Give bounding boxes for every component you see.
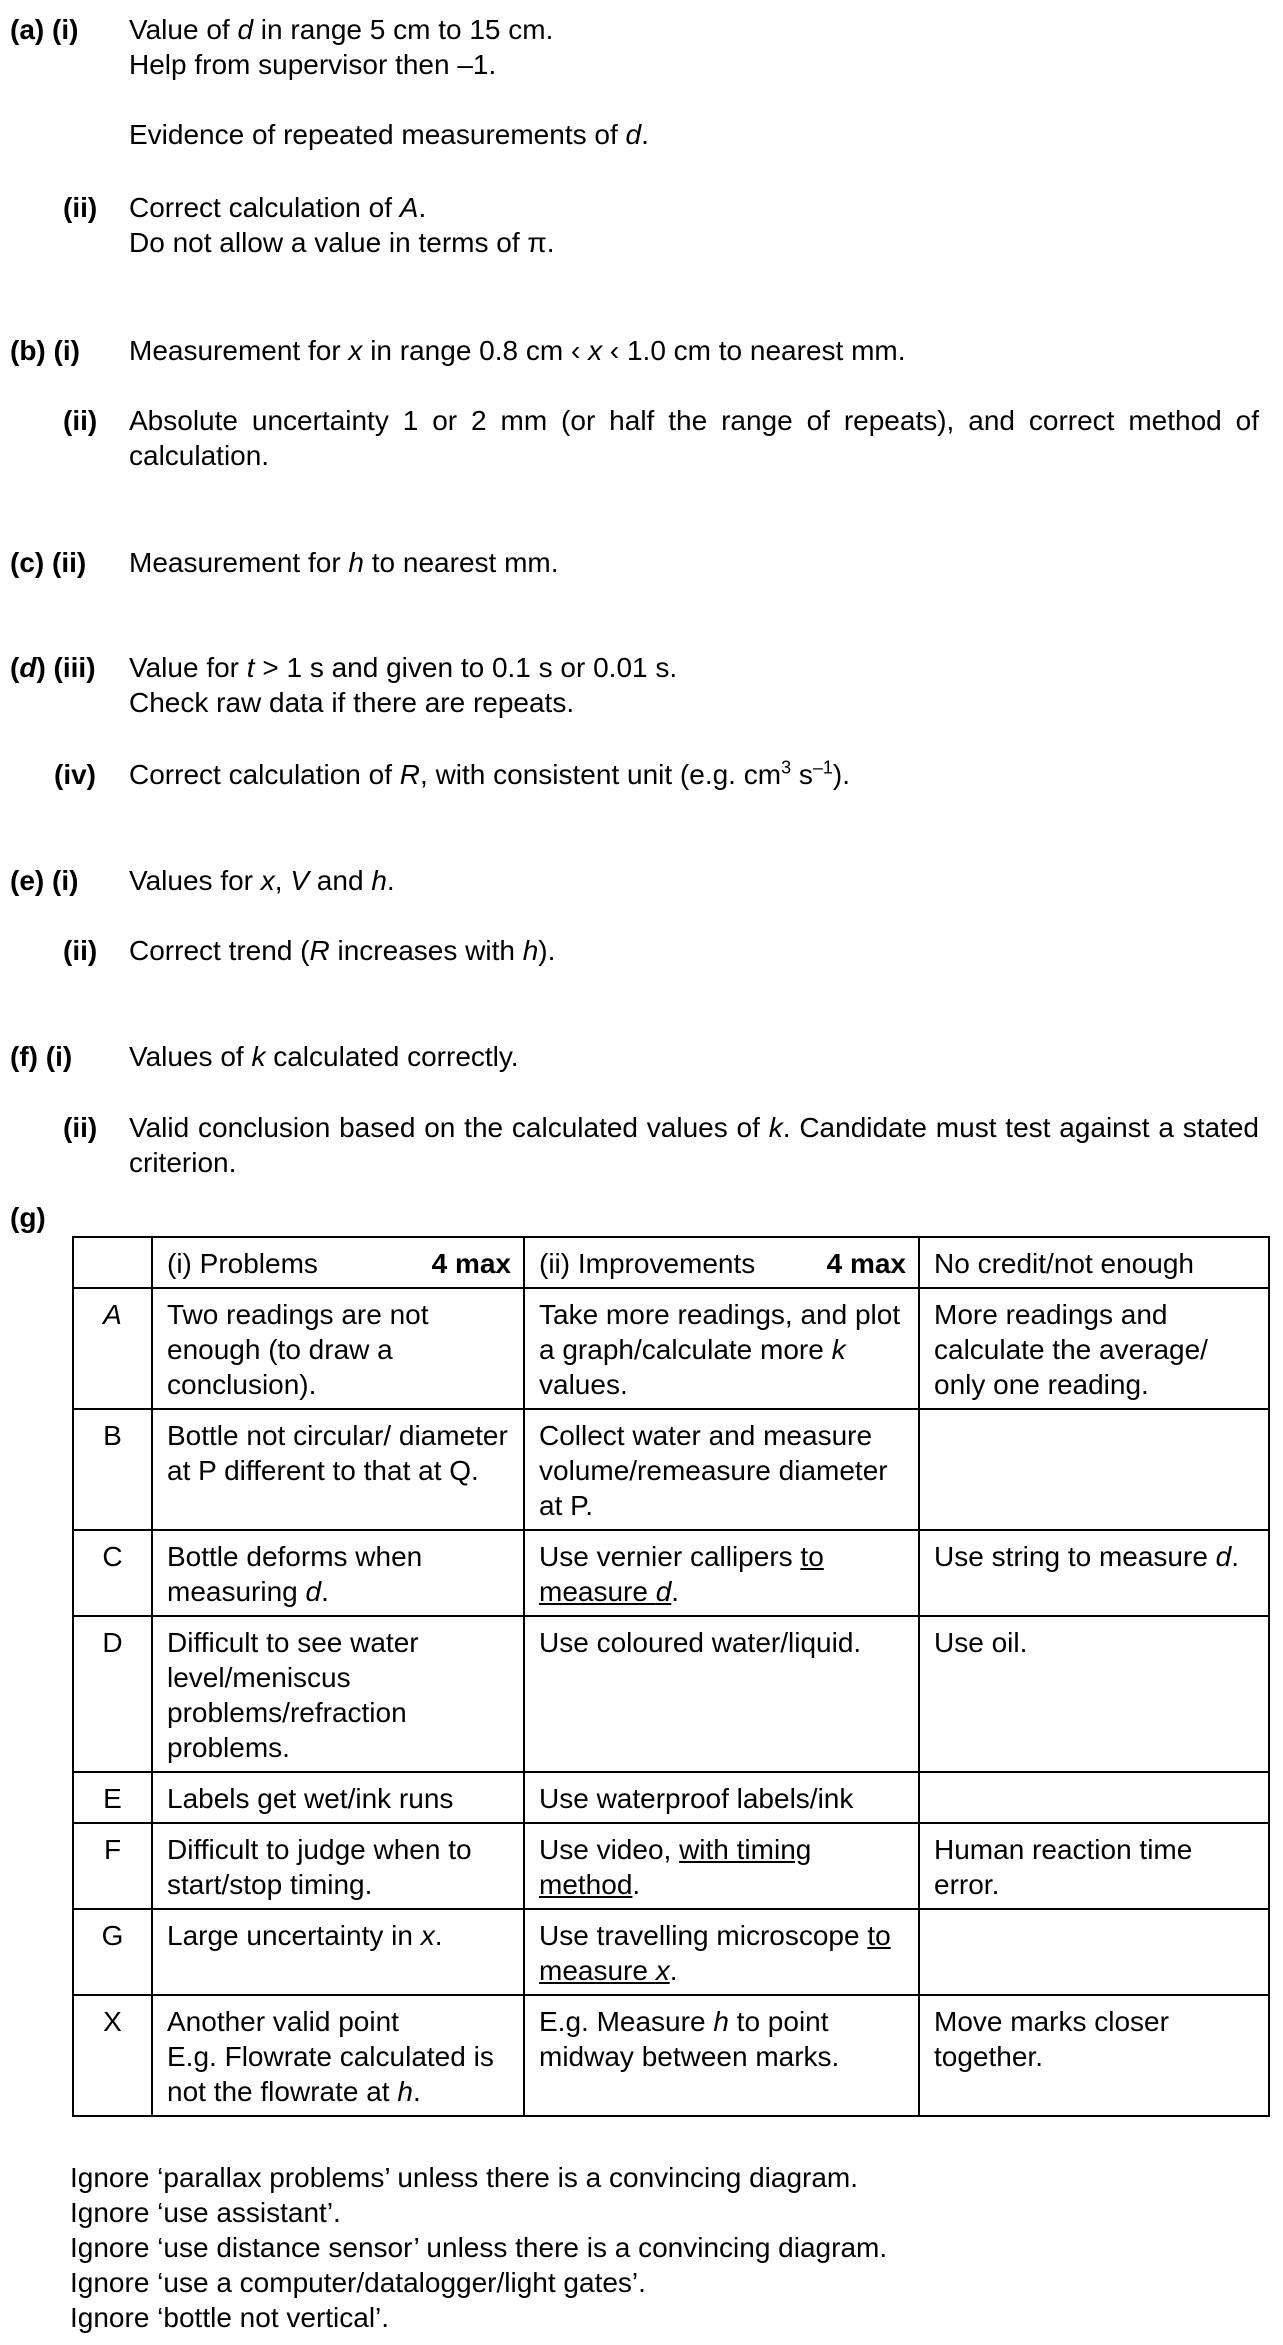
improvement-cell <box>524 1823 919 1909</box>
mark-b-ii: Absolute uncertainty 1 or 2 mm (or half the range of repeats), and correct method of calculation. <box>129 405 1259 471</box>
problem-cell: Labels get wet/ink runs <box>152 1772 524 1823</box>
no-credit-cell: Use string to measure d. <box>919 1530 1269 1616</box>
mark-a-ii <box>129 190 1259 260</box>
text: Use video, <box>539 1834 680 1865</box>
problem-cell: Bottle not circular/ diameter at P different to that at Q. <box>152 1409 524 1530</box>
mark-e-ii: Correct trend (R increases with h). <box>129 935 556 966</box>
table-row <box>73 1530 1269 1616</box>
table-header-row <box>73 1237 1269 1288</box>
note-line: Ignore ‘parallax problems’ unless there is a convincing diagram. <box>70 2162 859 2193</box>
text: . <box>669 1955 678 1986</box>
row-letter: F <box>73 1823 152 1909</box>
table-row <box>73 1409 1269 1530</box>
row-letter: A <box>73 1288 152 1409</box>
row-letter: B <box>73 1409 152 1530</box>
line: Evidence of repeated measurements of d. <box>129 119 649 150</box>
mark-f-ii: Valid conclusion based on the calculated values of k. Candidate must test against a stated criterion. <box>129 1112 1259 1178</box>
mark-f-i: Values of k calculated correctly. <box>129 1041 519 1072</box>
line: Value for t > 1 s and given to 0.1 s or 0.01 s. <box>129 652 678 683</box>
label-a-ii: (ii) <box>63 192 98 223</box>
text: Use vernier callipers <box>539 1541 801 1572</box>
ignore-notes <box>70 2160 1250 2335</box>
no-credit-cell: Use oil. <box>919 1616 1269 1772</box>
mark-d-iii <box>129 650 1259 720</box>
header-improvements <box>524 1237 919 1288</box>
underlined-text: to measure x <box>539 1920 891 1986</box>
header-problems <box>152 1237 524 1288</box>
header-no-credit: No credit/not enough <box>919 1237 1269 1288</box>
label-e-ii: (ii) <box>63 935 98 966</box>
underlined-text: with timing method <box>539 1834 812 1900</box>
no-credit-cell <box>919 1409 1269 1530</box>
row-letter: E <box>73 1772 152 1823</box>
header-blank <box>73 1237 152 1288</box>
label-g: (g) <box>10 1202 46 1233</box>
mark-a-i <box>129 12 1259 152</box>
row-letter: C <box>73 1530 152 1616</box>
line: Check raw data if there are repeats. <box>129 687 575 718</box>
label-d-iii: (d) (iii) <box>10 652 96 683</box>
header-max: 4 max <box>826 1248 906 1279</box>
mark-d-iv <box>129 757 1259 792</box>
improvement-cell: Take more readings, and plot a graph/calculate more k values. <box>524 1288 919 1409</box>
line: Correct calculation of A. <box>129 192 427 223</box>
superscript: 3 <box>781 757 792 778</box>
improvement-cell: Use coloured water/liquid. <box>524 1616 919 1772</box>
problem-cell: Difficult to judge when to start/stop timing. <box>152 1823 524 1909</box>
label-a-i: (a) (i) <box>10 14 79 45</box>
note-line: Ignore ‘bottle not vertical’. <box>70 2302 390 2333</box>
improvement-cell <box>524 1530 919 1616</box>
row-letter: X <box>73 1995 152 2116</box>
improvement-cell: Use waterproof labels/ink <box>524 1772 919 1823</box>
label-d-iv: (iv) <box>54 759 96 790</box>
note-line: Ignore ‘use distance sensor’ unless there is a convincing diagram. <box>70 2232 888 2263</box>
problem-cell: Difficult to see water level/meniscus problems/refraction problems. <box>152 1616 524 1772</box>
row-letter: D <box>73 1616 152 1772</box>
header-text: (i) Problems <box>167 1248 318 1279</box>
superscript: –1 <box>812 757 833 778</box>
label-b-i: (b) (i) <box>10 335 80 366</box>
line: Value of d in range 5 cm to 15 cm. <box>129 14 554 45</box>
label-f-i: (f) (i) <box>10 1041 73 1072</box>
label-b-ii: (ii) <box>63 405 98 436</box>
improvement-cell <box>524 1909 919 1995</box>
improvement-cell: Collect water and measure volume/remeasure diameter at P. <box>524 1409 919 1530</box>
mark-e-i: Values for x, V and h. <box>129 865 395 896</box>
note-line: Ignore ‘use assistant’. <box>70 2197 341 2228</box>
text: . <box>632 1869 641 1900</box>
no-credit-cell <box>919 1909 1269 1995</box>
problem-cell: Large uncertainty in x. <box>152 1909 524 1995</box>
label-c-ii: (c) (ii) <box>10 547 87 578</box>
line: Do not allow a value in terms of π. <box>129 227 555 258</box>
mark-scheme-table <box>72 1236 1270 2117</box>
text: Use travelling microscope <box>539 1920 868 1951</box>
no-credit-cell: More readings and calculate the average/ only one reading. <box>919 1288 1269 1409</box>
no-credit-cell: Move marks closer together. <box>919 1995 1269 2116</box>
table-row <box>73 1823 1269 1909</box>
text: Correct calculation of R, with consistent unit (e.g. cm <box>129 759 782 790</box>
table-row <box>73 1772 1269 1823</box>
no-credit-cell <box>919 1772 1269 1823</box>
text: s <box>791 759 813 790</box>
text: ). <box>832 759 851 790</box>
problem-cell: Two readings are not enough (to draw a conclusion). <box>152 1288 524 1409</box>
table-row <box>73 1995 1269 2116</box>
label-f-ii: (ii) <box>63 1112 98 1143</box>
line: E.g. Flowrate calculated is not the flowrate at h. <box>167 2041 494 2107</box>
label-e-i: (e) (i) <box>10 865 79 896</box>
underlined-text: to measure d <box>539 1541 824 1607</box>
problem-cell: Bottle deforms when measuring d. <box>152 1530 524 1616</box>
problem-cell <box>152 1995 524 2116</box>
text: . <box>671 1576 680 1607</box>
no-credit-cell: Human reaction time error. <box>919 1823 1269 1909</box>
table-row <box>73 1616 1269 1772</box>
header-text: (ii) Improvements <box>539 1248 756 1279</box>
row-letter: G <box>73 1909 152 1995</box>
note-line: Ignore ‘use a computer/datalogger/light gates’. <box>70 2267 646 2298</box>
mark-c-ii: Measurement for h to nearest mm. <box>129 547 559 578</box>
line: Help from supervisor then –1. <box>129 49 497 80</box>
table-row <box>73 1288 1269 1409</box>
line: Another valid point <box>167 2006 399 2037</box>
header-max: 4 max <box>431 1248 511 1279</box>
improvement-cell: E.g. Measure h to point midway between marks. <box>524 1995 919 2116</box>
table-row <box>73 1909 1269 1995</box>
mark-b-i: Measurement for x in range 0.8 cm ‹ x ‹ 1.0 cm to nearest mm. <box>129 335 906 366</box>
